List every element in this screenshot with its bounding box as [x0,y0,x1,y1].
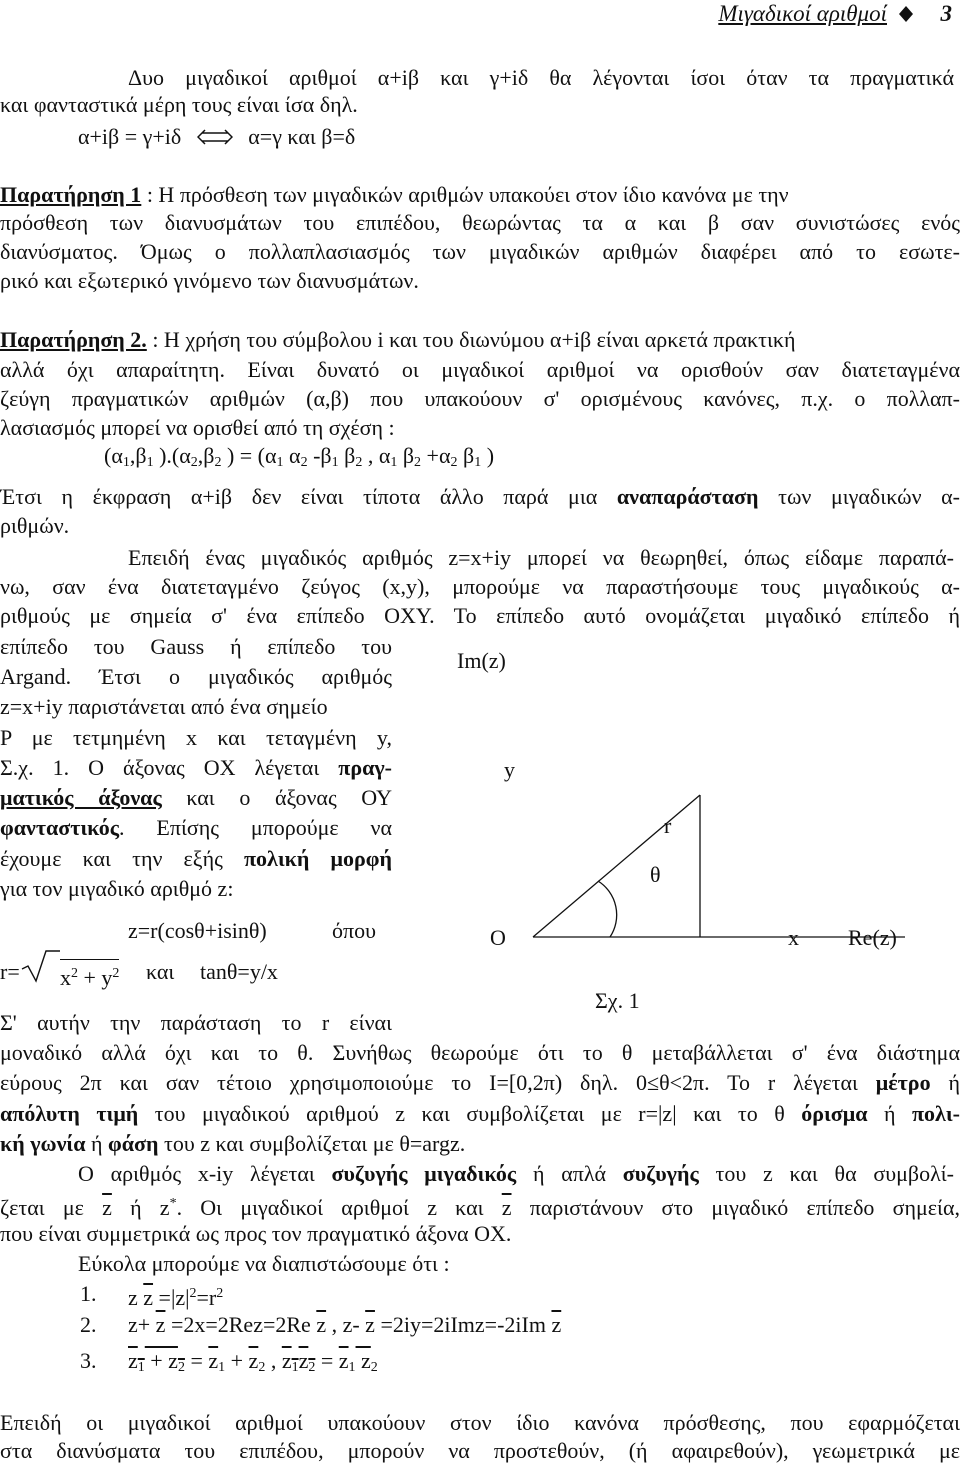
text-run: , [265,1348,282,1373]
eq-right: α=γ και β=δ [248,124,356,149]
x-label: x [788,925,799,950]
subscript: 1 [122,455,130,470]
text-line: ζεύγη πραγματικών αριθμών (α,β) που υπακούουν σ' ορισμένους κανόνες, π.χ. ο πολλαπ- [0,386,960,411]
subscript: 2 [450,455,458,470]
text-run: . Οι μιγαδικοί αριθμοί z και [176,1195,502,1220]
text-line: Εύκολα μπορούμε να διαπιστώσουμε ότι : [78,1251,450,1276]
conjugate-z: $\overline{z}$ [143,1285,154,1310]
text-line: αλλά όχι απαραίτητη. Είναι δυνατό οι μιγαδικοί αριθμοί να ορισθούν σαν διατεταγμένα [0,357,960,382]
text-run: β [457,443,475,468]
bold-term: φανταστικός [0,815,120,840]
text-line: νω, σαν ένα διατεταγμένο ζεύγος (x,y), μπορούμε να παραστήσουμε τους μιγαδικούς α- [0,574,960,599]
subscript: 1 [474,455,482,470]
text-line [0,484,960,510]
bold-term: κή γωνία [0,1131,86,1156]
remark-2-title: Παρατήρηση 2. [0,327,147,352]
text-run: ή [867,1101,912,1126]
text-run: ) = (α [221,443,277,468]
text-line [0,1101,960,1127]
text-run: παριστάνουν στο μιγαδικό επίπεδο σημεία, [511,1195,960,1220]
superscript: 2 [112,966,120,981]
conjugate-z: z [208,1348,219,1373]
text-run: ή [85,1131,109,1156]
r-label: r [664,813,672,838]
remark-1-title: Παρατήρηση 1 [0,182,142,207]
subscript: 2 [355,455,363,470]
subscript: 2 [177,1360,185,1375]
superscript: * [169,1196,177,1211]
text-run: + [83,965,96,990]
subscript: 2 [190,455,198,470]
conjugate-z: $\overline{z}$ [102,1195,112,1220]
eq-left: α+iβ = γ+iδ [78,124,182,149]
text-run: α [283,443,301,468]
text-line: ριθμούς με σημεία σ' ένα επίπεδο ΟΧΥ. Το επίπεδο αυτό ονομάζεται μιγαδικό επίπεδο ή [0,603,960,628]
text-run: ,β [129,443,147,468]
text-run: + [225,1348,249,1373]
conjugate-sum [128,1348,185,1373]
text-run: =|z| [153,1285,190,1310]
bold-term: μέτρο [875,1070,931,1095]
text-run: ζεται με [0,1195,103,1220]
text-line: ριθμών. [0,513,70,538]
text-run: z [128,1285,144,1310]
text-line [0,1070,960,1096]
subscript: 1 [276,455,284,470]
text-run: +α [421,443,451,468]
complex-plane-figure [420,620,960,1030]
real-axis-label: Re(z) [848,925,897,950]
text-line: στα διανύσματα του επιπέδου, μπορούν να προστεθούν, (ή αφαιρεθούν), γεωμετρικά με [0,1438,960,1463]
identity-2 [80,1312,960,1338]
conjugate-z: $\overline{z}$ [365,1312,375,1337]
bold-term: πολική μορφή [243,846,392,871]
sqrt-icon [20,949,60,983]
text-line: P με τετμημένη x και τεταγμένη y, [0,725,392,750]
conjugate-z: z [248,1348,259,1373]
text-run: έχουμε και την εξής [0,846,244,871]
text-run: : Η χρήση του σύμβολου i και του διωνύμου α+iβ είναι αρκετά πρακτική [146,327,796,352]
text-run: =r [196,1285,217,1310]
bold-term: ματικός άξονας [0,785,162,810]
text-line: Επειδή ένας μιγαδικός αριθμός z=x+iy μπορεί να θεωρηθεί, όπως είδαμε παραπά- [128,545,954,570]
subscript: 2 [414,455,422,470]
subscript: 1 [331,455,339,470]
text-run: -β [307,443,332,468]
text-run: ).(α [153,443,191,468]
text-line [0,846,392,872]
diamond-icon [899,6,913,22]
conjugate-product [282,1348,316,1373]
conjugate-z: $\overline{z}$ [316,1312,327,1337]
text-run: του μιγαδικού αριθμού z και συμβολίζεται με r=|z| και το θ [138,1101,802,1126]
conjugate-z: $\overline{z}$ [501,1195,512,1220]
subscript: 2 [308,1360,316,1375]
text-run: . Επίσης μπορούμε να [119,815,392,840]
text-run: y [101,965,113,990]
y-label: y [504,757,515,782]
text-run: Έτσι η έκφραση α+iβ δεν είναι τίποτα άλλο παρά μια [0,484,617,509]
bold-term: φάση [108,1131,159,1156]
text-run: και [146,959,175,984]
text-run: των μιγαδικών α- [758,484,960,509]
text-run: x [60,965,71,990]
text-line: πρόσθεση των διανυσμάτων του επιπέδου, θεωρώντας τα α και β σαν συνιστώσες ενός [0,210,960,235]
imaginary-axis-label: Im(z) [457,648,506,673]
subscript: 2 [214,455,222,470]
subscript: 1 [348,1360,356,1375]
page-header [718,0,952,28]
text-run: tanθ=y/x [200,959,278,984]
text-run: Ο αριθμός x-iy λέγεται [78,1161,332,1186]
conjugate-z: z [338,1348,349,1373]
text-line: επίπεδο του Gauss ή επίπεδο του [0,634,392,659]
angle-arc [598,881,617,937]
text-run: = [184,1348,209,1373]
subscript: 1 [291,1360,299,1375]
superscript: 2 [216,1286,224,1301]
text-line [0,1131,960,1157]
text-run: θ<2π. Το r λέγεται [659,1070,876,1095]
identity-3 [80,1348,960,1374]
text-run: ,β [197,443,215,468]
text-run: ή z [111,1195,170,1220]
text-run: εύρους 2π και σαν τέτοιο χρησιμοποιούμε το I=[0,2π) δηλ. 0 [0,1070,647,1095]
polar-form: z=r(cosθ+isinθ) [128,918,267,943]
multiplication-rule [104,443,960,476]
subscript: 1 [390,455,398,470]
text-line: Επειδή οι μιγαδικοί αριθμοί υπακούουν στον ίδιο κανόνα πρόσθεσης, που εφαρμόζεται [0,1410,960,1435]
text-line: Σ' αυτήν την παράσταση το r είναι [0,1010,392,1035]
text-line [0,815,392,841]
text-run: ή απλά [516,1161,623,1186]
text-run: ή [930,1070,960,1095]
text-line [0,1191,960,1221]
text-run: β [397,443,415,468]
text-run: z [298,1348,309,1373]
bold-term: όρισμα [801,1101,868,1126]
text-line: και φανταστικά μέρη τους είναι ίσα δηλ. [0,92,358,117]
text-line: που είναι συμμετρικά ως προς τον πραγματικό άξονα ΟΧ. [0,1221,512,1246]
text-run: + z [144,1348,178,1373]
leq-symbol: ≤ [646,1070,660,1095]
radicand [60,959,119,991]
text-run: του z και συμβολίζεται με θ=argz. [158,1131,466,1156]
bold-term: πολι- [911,1101,960,1126]
bold-term: συζυγής [622,1161,699,1186]
list-number: 2. [80,1312,97,1337]
identity-1 [80,1281,960,1310]
subscript: 2 [370,1360,378,1375]
figure-caption: Σχ. 1 [595,988,640,1013]
text-run: z [281,1348,292,1373]
text-run: Σ.χ. 1. Ο άξονας ΟΧ λέγεται [0,755,339,780]
text-line: Δυο μιγαδικοί αριθμοί α+iβ και γ+iδ θα λέγονται ίσοι όταν τα πραγματικά [128,65,954,90]
text-line: για τον μιγαδικό αριθμό z: [0,876,234,901]
text-line: Argand. Έτσι ο μιγαδικός αριθμός [0,664,392,689]
list-number: 3. [80,1348,97,1373]
text-line [0,785,392,811]
subscript: 2 [300,455,308,470]
complex-plane-svg [420,620,960,1030]
conjugate-z: $\overline{z}$ [551,1312,562,1337]
page-number: 3 [940,1,952,26]
text-line [78,1161,954,1187]
text-line: διανύσματος. Όμως ο πολλαπλασιασμός των μιγαδικών αριθμών διαφέρει από το εσωτε- [0,239,960,264]
iff-arrow-icon [197,129,233,145]
text-run: ) [481,443,495,468]
text-run: , α [362,443,391,468]
text-run: =2iy=2iImz=-2iIm [374,1312,552,1337]
text-run: : Η πρόσθεση των μιγαδικών αριθμών υπακούει στον ίδιο κανόνα με την [141,182,789,207]
bold-term: αναπαράσταση [616,484,759,509]
text-run: = [315,1348,339,1373]
bold-term: απόλυτη τιμή [0,1101,139,1126]
bold-term: πραγ- [338,755,392,780]
text-line: ρικό και εξωτερικό γινόμενο των διανυσμάτων. [0,268,419,293]
superscript: 2 [71,966,78,981]
bold-term: συζυγής μιγαδικός [331,1161,517,1186]
text-line: μοναδικό αλλά όχι και το θ. Συνήθως θεωρούμε ότι το θ μεταβάλλεται σ' ένα διάστημα [0,1040,960,1065]
text-run: β [338,443,356,468]
text-line: z=x+iy παριστάνεται από ένα σημείο [0,694,328,719]
text-line [0,755,392,781]
opou-word: όπου [332,918,376,943]
conjugate-z: $\overline{z}$ [155,1312,166,1337]
text-run: (α [104,443,123,468]
modulus-formula [0,959,420,990]
text-line: λασιασμός μπορεί να ορισθεί από τη σχέση : [0,415,395,440]
subscript: 1 [218,1360,226,1375]
superscript: 2 [189,1286,197,1301]
list-number: 1. [80,1281,97,1306]
subscript: 1 [137,1360,145,1375]
remark-2 [0,327,960,353]
text-run: =2x=2Rez=2Re [165,1312,317,1337]
conjugate-z: z [355,1348,371,1373]
text-run: z [128,1348,138,1373]
text-run: του z και θα συμβολί- [698,1161,955,1186]
theta-label: θ [650,862,661,887]
header-title: Μιγαδικοί αριθμοί [718,1,887,26]
text-run: , z- [326,1312,366,1337]
text-run: z+ [128,1312,156,1337]
subscript: 2 [258,1360,266,1375]
subscript: 1 [146,455,154,470]
origin-label: O [490,925,506,950]
text-run: r= [0,959,20,984]
text-run: και ο άξονας ΟΥ [161,785,392,810]
remark-1 [0,182,960,208]
equality-line [78,124,678,150]
